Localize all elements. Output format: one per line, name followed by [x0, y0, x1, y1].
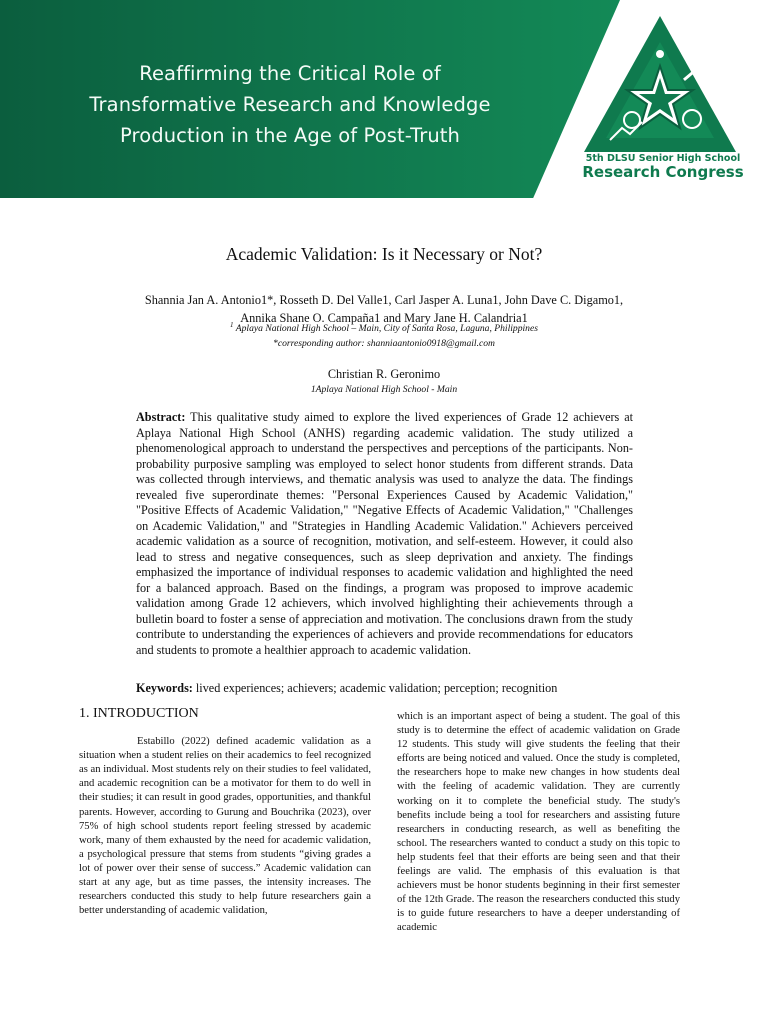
keywords [136, 681, 636, 696]
mentor-affiliation: 1Aplaya National High School - Main [310, 384, 458, 395]
authors-line-1: Shannia Jan A. Antonio1*, Rosseth D. Del Valle1, Carl Jasper A. Luna1, John Dave C. Digamo1, [144, 293, 624, 307]
intro-paragraph-left: Estabillo (2022) defined academic validation as a situation when a student relies on their academics to feel recognized as an individual. Most students rely on their studies to feel validated, and academic recognition can be a motivator for them to do well in their studies; it can result in good grades, opportunities, and thankful parents. However, according to Gurung and Bouchrika (2023), over 75% of high school students report feeling stressed by academic work, many of them exhausted by the need for academic validation, a psychological pressure that stems from students “giving grades a lot of power over their sense of success.” Academic validation can start at any age, but as time passes, the intensity increases. The researchers conducted this study to help future researchers gain a better understanding of academic validation, [79, 736, 371, 917]
column-left [79, 707, 371, 918]
section-heading: 1. INTRODUCTION [79, 706, 199, 721]
congress-title: Research Congress [582, 163, 744, 181]
author-list [84, 291, 684, 327]
author-affiliation [0, 320, 768, 334]
mentor-name: Christian R. Geronimo [327, 367, 441, 381]
banner-title: Reaffirming the Critical Role of Transformative Research and Knowledge Production in the Age of Post-Truth [89, 62, 491, 147]
abstract-label: Abstract: [136, 410, 186, 424]
abstract [136, 410, 633, 658]
congress-subtitle: 5th DLSU Senior High School [585, 153, 741, 164]
paper-title: Academic Validation: Is it Necessary or Not? [225, 244, 543, 264]
keywords-text: lived experiences; achievers; academic validation; perception; recognition [195, 681, 558, 695]
affiliation-mark: 1 [230, 320, 234, 329]
column-right [397, 710, 680, 936]
abstract-text: This qualitative study aimed to explore the lived experiences of Grade 12 achievers at Aplaya National High School (ANHS) regarding academic validation. The study utilized a phenomenological approach to understand the perspectives and perceptions of the participants. Non-probability purposive sampling was employed to select honor students from different strands. Data was collected through interviews, and thematic analysis was used to analyze the data. The findings revealed five superordinate themes: "Personal Experiences Caused by Academic Validation," "Positive Effects of Academic Validation," "Negative Effects of Academic Validation," "Challenges on Academic Validation," and "Strategies in Handling Academic Validation." Achievers perceived academic validation as a source of recognition, motivation, and self-esteem. However, it could also lead to stress and negative consequences, such as sleep deprivation and anxiety. The findings emphasized the importance of individual responses to academic validation and highlighted the need for a balanced approach. Based on the findings, a program was proposed to improve academic validation among Grade 12 achievers, which involved highlighting their achievements through a bulletin board to foster a sense of appreciation and motivation. The conclusions drawn from the study contribute to understanding the experiences of achievers and provide recommendations for educators and students to promote a healthier approach to academic validation. [136, 410, 634, 657]
affiliation-text: Aplaya National High School – Main, City of Santa Rosa, Laguna, Philippines [235, 323, 538, 334]
conference-banner [0, 0, 768, 198]
authors-line-2: Annika Shane O. Campaña1 and Mary Jane H. Calandria1 [240, 311, 528, 325]
keywords-label: Keywords: [136, 681, 193, 695]
intro-paragraph-right: which is an important aspect of being a student. The goal of this study is to determine the effect of academic validation on Grade 12 students. This study will give students the feeling that their efforts are being noticed and valued. Once the study is completed, the researchers hope to make new changes in how students deal with the feeling of academic validation. They are currently working on it to complete the beneficial study. The study's benefits include being a tool for researchers and assisting future researchers in conducting research, as well as benefiting the school. The researchers wanted to conduct a study on this topic to help students feel that their efforts are being seen and that their feelings are valid. The emphasis of this evaluation is that achievers must be honor students beginning in their first semester of the 12th Grade. The reason the researchers conducted this study is to guide future researchers to have a deeper understanding of academic [397, 711, 680, 934]
corresponding-author: *corresponding author: shanniaantonio0918@gmail.com [273, 338, 495, 349]
